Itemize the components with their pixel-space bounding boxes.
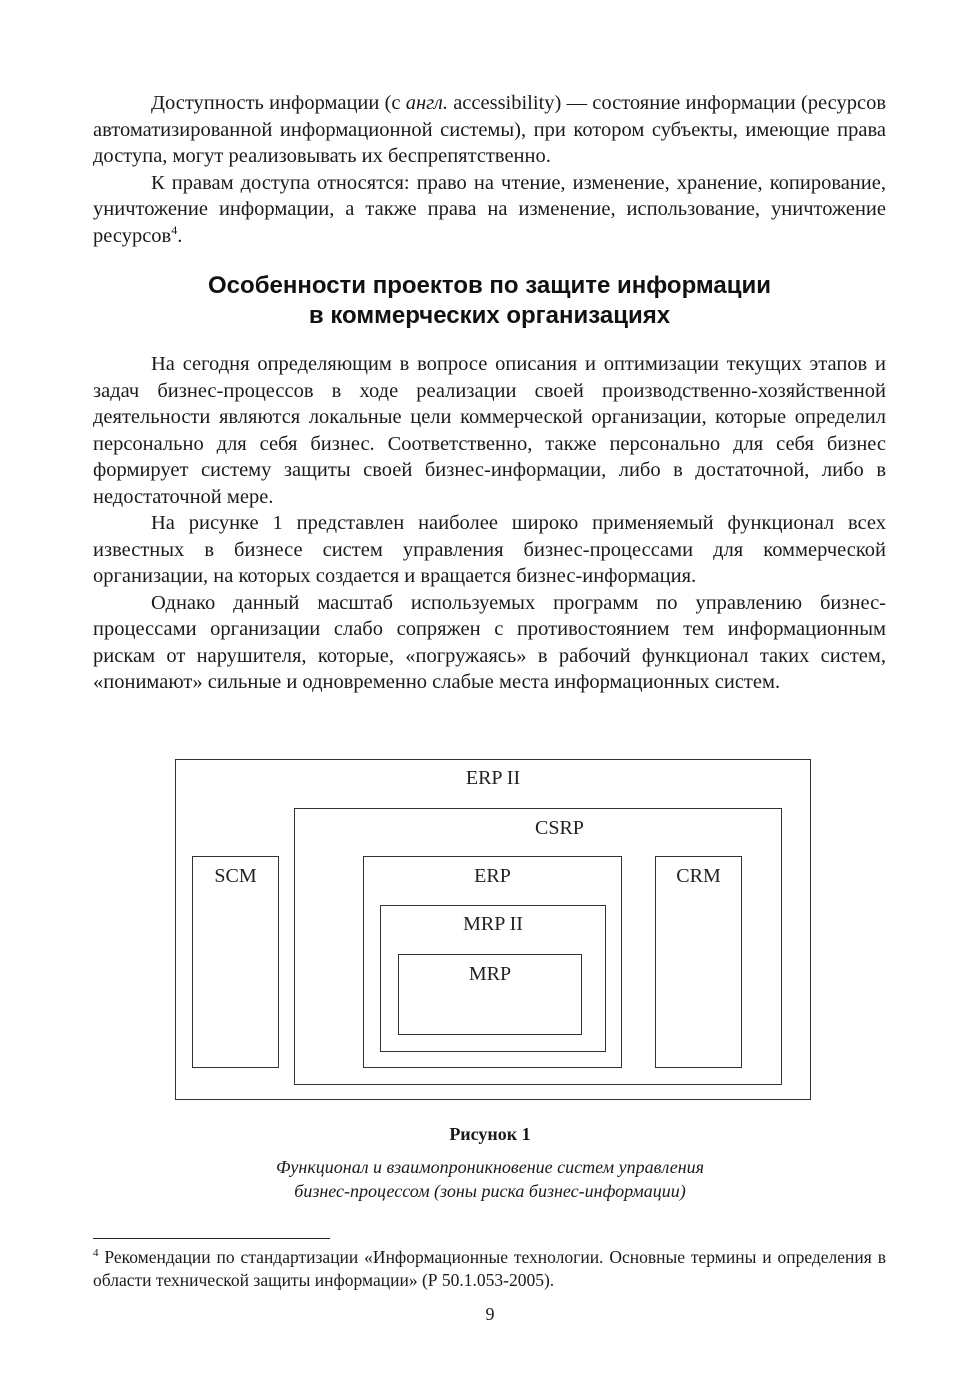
section-heading-line: Особенности проектов по защите информации bbox=[208, 272, 771, 299]
crm-label: CRM bbox=[676, 865, 721, 887]
footnote bbox=[93, 1246, 886, 1292]
paragraph-text: К правам доступа относятся: право на чтение, изменение, хранение, копирование, уничтожение информации, а также права на изменение, использование, уничтожение ресурсов bbox=[93, 171, 886, 247]
figure-caption-line: бизнес-процессом (зоны риска бизнес-информации) bbox=[294, 1181, 686, 1201]
mrp-label: MRP bbox=[468, 963, 512, 985]
page-number: 9 bbox=[485, 1304, 495, 1324]
paragraph-business-goals: На сегодня определяющим в вопросе описания и оптимизации текущих этапов и задач бизнес-процессов в ходе реализации своей производственно-хозяйственной деятельности являются локальные цели коммерческой организации, которые определил персонально для себя бизнес. Соответственно, также персонально для себя бизнес формирует систему защиты своей бизнес-информации, либо в достаточной, либо в недостаточной мере. bbox=[93, 353, 886, 508]
footnote-divider bbox=[93, 1238, 330, 1239]
scm-box bbox=[192, 856, 279, 1068]
section-heading-line: в коммерческих организациях bbox=[308, 302, 671, 329]
paragraph-emphasis: англ. bbox=[405, 92, 448, 114]
footnote-reference: 4 bbox=[171, 222, 178, 237]
csrp-label: CSRP bbox=[535, 817, 584, 839]
scm-label: SCM bbox=[214, 865, 257, 887]
footnote-number: 4 bbox=[93, 1247, 99, 1260]
paragraph-text: accessibility) — состояние информации (ресурсов автоматизированной информационной системы), при котором субъекты, имеющие права доступа, могут реализовывать их беспрепятственно. bbox=[93, 92, 887, 167]
mrp-box bbox=[398, 954, 582, 1035]
paragraph-accessibility bbox=[93, 90, 886, 170]
paragraph-risks: Однако данный масштаб используемых программ по управлению бизнес-процессами организации слабо сопряжен с противостоянием тем информационным рискам от нарушителя, которые, «погружаясь» в рабочий функционал таких систем, «понимают» сильные и одновременно слабые места информационных систем. bbox=[93, 591, 886, 693]
crm-box bbox=[655, 856, 742, 1068]
paragraph-access-rights bbox=[93, 170, 886, 250]
figure-caption-line: Функционал и взаимопроникновение систем управления bbox=[275, 1157, 705, 1177]
paragraph-figure-reference: На рисунке 1 представлен наиболее широко применяемый функционал всех известных в бизнесе систем управления бизнес-процессами для коммерческой организации, на которых создается и вращается бизнес-информация. bbox=[93, 512, 886, 587]
erp2-label: ERP II bbox=[465, 767, 521, 789]
erp-label: ERP bbox=[474, 865, 511, 887]
section-heading bbox=[93, 271, 886, 331]
mrp2-label: MRP II bbox=[463, 913, 523, 935]
paragraph-text: Доступность информации (с bbox=[151, 92, 406, 114]
page-body bbox=[93, 90, 886, 696]
paragraph-text: . bbox=[177, 224, 183, 247]
footnote-text: Рекомендации по стандартизации «Информационные технологии. Основные термины и определения в области технической защиты информации» (Р 50.1.053-2005). bbox=[93, 1247, 886, 1290]
figure-title: Рисунок 1 bbox=[449, 1124, 531, 1144]
figure-caption bbox=[0, 1155, 980, 1203]
